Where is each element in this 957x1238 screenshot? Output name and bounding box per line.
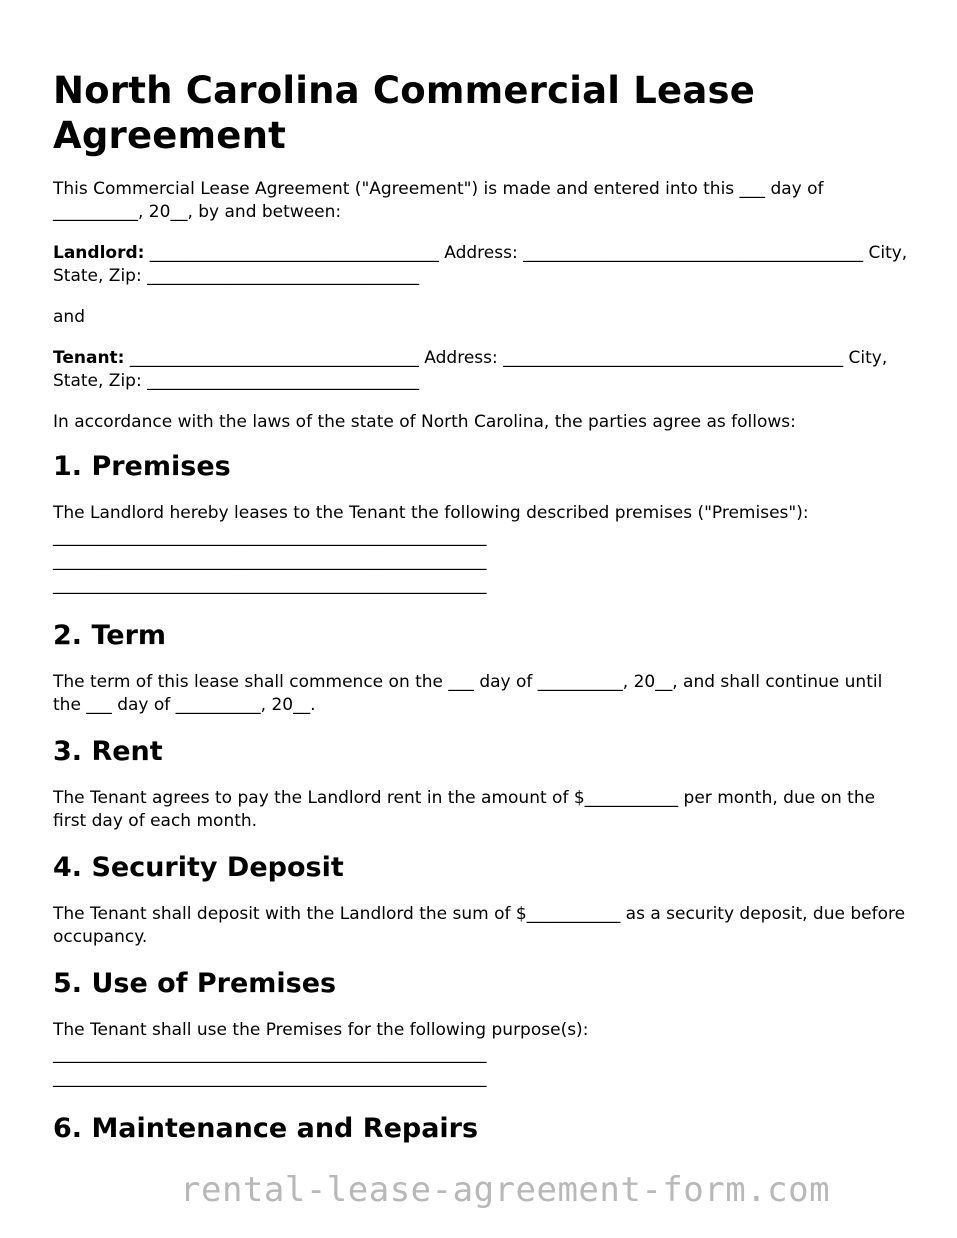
section-heading-use: 5. Use of Premises	[53, 968, 337, 999]
section-text-deposit: The Tenant shall deposit with the Landlord the sum of $___________ as a security deposit, due before occupancy.	[53, 904, 906, 947]
use-blank-lines	[53, 1042, 913, 1090]
landlord-fields: __________________________________ Address: ________________________________________ City, State, Zip: ________________________________	[53, 243, 908, 286]
landlord-block	[53, 242, 913, 288]
section-heading-term: 2. Term	[53, 620, 167, 651]
section-heading-maintenance: 6. Maintenance and Repairs	[53, 1113, 479, 1144]
landlord-label: Landlord:	[53, 243, 145, 263]
blank-line: ___________________________________________________	[53, 1044, 487, 1064]
and-text: and	[53, 307, 85, 327]
tenant-fields: __________________________________ Address: ________________________________________ City, State, Zip: ________________________________	[53, 348, 888, 391]
tenant-block	[53, 347, 913, 393]
tenant-label: Tenant:	[53, 348, 125, 368]
document-title: North Carolina Commercial Lease Agreement	[53, 69, 756, 157]
section-text-term: The term of this lease shall commence on the ___ day of __________, 20__, and shall continue until the ___ day of __________, 20__.	[53, 672, 883, 715]
section-text-use: The Tenant shall use the Premises for the following purpose(s):	[53, 1020, 589, 1040]
blank-line: ___________________________________________________	[53, 1068, 487, 1088]
blank-line: ___________________________________________________	[53, 551, 487, 571]
section-text-premises: The Landlord hereby leases to the Tenant the following described premises ("Premises"):	[53, 503, 809, 523]
section-text-rent: The Tenant agrees to pay the Landlord rent in the amount of $___________ per month, due on the first day of each month.	[53, 788, 876, 831]
accordance-paragraph: In accordance with the laws of the state of North Carolina, the parties agree as follows:	[53, 412, 796, 432]
section-heading-rent: 3. Rent	[53, 736, 163, 767]
premises-blank-lines	[53, 525, 913, 597]
section-heading-deposit: 4. Security Deposit	[53, 852, 344, 883]
blank-line: ___________________________________________________	[53, 527, 487, 547]
blank-line: ___________________________________________________	[53, 575, 487, 595]
document-page	[53, 68, 913, 1164]
intro-paragraph: This Commercial Lease Agreement ("Agreement") is made and entered into this ___ day of __________, 20__, by and between:	[53, 179, 824, 222]
section-heading-premises: 1. Premises	[53, 451, 231, 482]
watermark: rental-lease-agreement-form.com	[180, 1170, 831, 1210]
